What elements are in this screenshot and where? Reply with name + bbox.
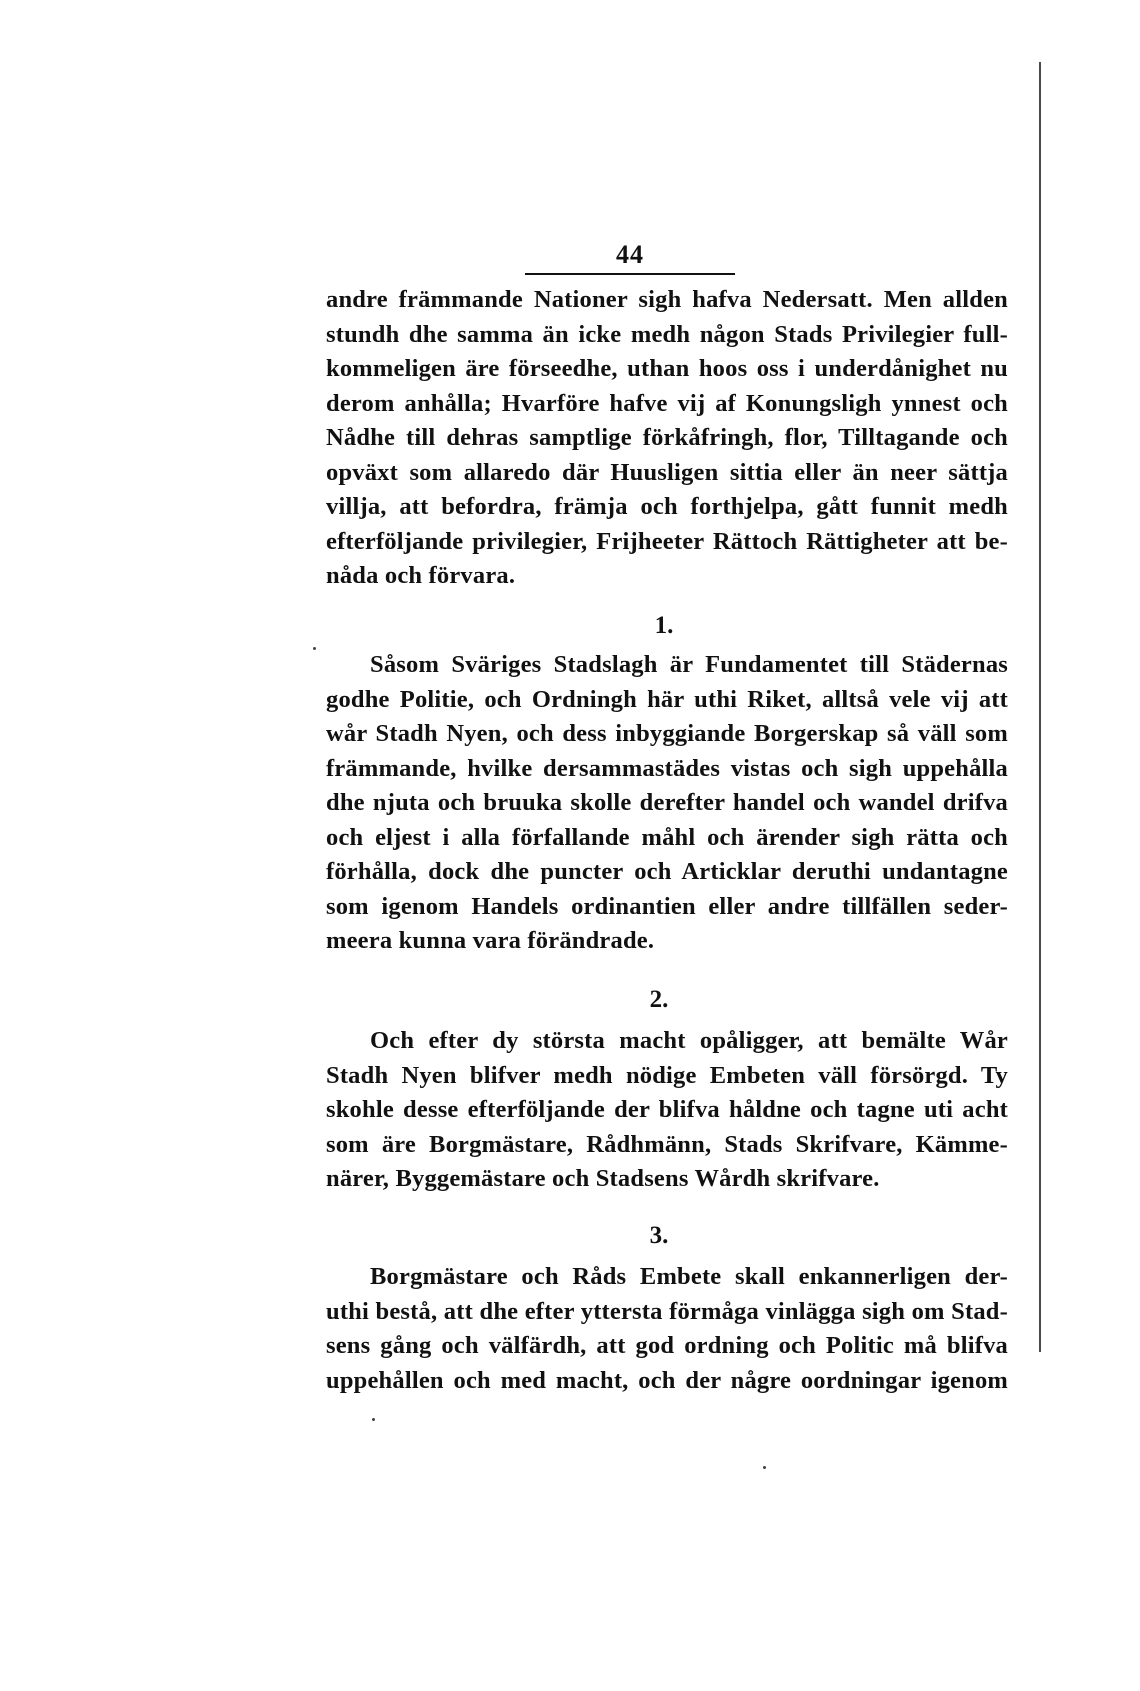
section-heading-2: 2. <box>649 986 669 1013</box>
text-line: kommeligen äre förseedhe, uthan hoos oss i underdånighet nu <box>326 355 1008 382</box>
text-line: dhe njuta och bruuka skolle derefter handel och wandel drifva <box>326 789 1008 816</box>
text-line: efterföljande privilegier, Frijheeter Rättoch Rättigheter att be- <box>326 527 1008 555</box>
text-line: Stadh Nyen blifver medh nödige Embeten väll försörgd. Ty <box>326 1061 1008 1089</box>
text-line: som igenom Handels ordinantien eller andre tillfällen seder- <box>326 892 1008 920</box>
text-line: skohle desse efterföljande der blifva håldne och tagne uti acht <box>326 1096 1008 1123</box>
text-line: uppehållen och med macht, och der någre oordningar igenom <box>326 1366 1008 1394</box>
section-heading-3: 3. <box>649 1222 669 1249</box>
text-line: nåda och förvara. <box>326 562 516 589</box>
page-number-underline <box>525 273 735 275</box>
section-2-paragraph <box>326 1024 1008 1197</box>
text-line: opväxt som allaredo där Huusligen sittia eller än neer sättja <box>326 458 1008 486</box>
page-number-header <box>525 240 735 270</box>
intro-paragraph <box>326 283 1008 594</box>
text-line: uthi bestå, att dhe efter yttersta förmåga vinlägga sigh om Stad- <box>326 1297 1008 1325</box>
page-number: 44 <box>616 240 644 269</box>
text-line: meera kunna vara förändrade. <box>326 927 655 954</box>
text-line: närer, Byggemästare och Stadsens Wårdh skrifvare. <box>326 1165 880 1192</box>
text-line: främmande, hvilke dersammastädes vistas och sigh uppehålla <box>326 754 1008 782</box>
text-line: stundh dhe samma än icke medh någon Stads Privilegier full- <box>326 320 1008 348</box>
text-line: Nådhe till dehras samptlige förkåfringh, flor, Tilltagande och <box>326 424 1008 451</box>
text-line: Borgmästare och Råds Embete skall enkannerligen der- <box>370 1263 1008 1290</box>
text-line: sens gång och välfärdh, att god ordning och Politic må blifva <box>326 1332 1008 1359</box>
text-line: förhålla, dock dhe puncter och Articklar deruthi undantagne <box>326 858 1008 885</box>
section-3-paragraph <box>326 1260 1008 1398</box>
scan-speck <box>763 1466 766 1469</box>
text-line: som äre Borgmästare, Rådhmänn, Stads Skrifvare, Kämme- <box>326 1130 1008 1158</box>
scan-speck <box>372 1418 375 1421</box>
text-line: wår Stadh Nyen, och dess inbyggiande Borgerskap så väll som <box>326 720 1008 747</box>
text-line: och eljest i alla förfallande måhl och ärender sigh rätta och <box>326 823 1008 851</box>
text-line: andre främmande Nationer sigh hafva Nedersatt. Men allden <box>326 286 1008 313</box>
text-line: Och efter dy största macht opåligger, att bemälte Wår <box>370 1027 1008 1054</box>
section-heading-1: 1. <box>654 612 674 639</box>
text-line: derom anhålla; Hvarföre hafve vij af Konungsligh ynnest och <box>326 389 1008 417</box>
scan-speck <box>313 647 316 650</box>
text-line: godhe Politie, och Ordningh här uthi Riket, alltså vele vij att <box>326 685 1008 713</box>
text-line: Såsom Sväriges Stadslagh är Fundamentet till Städernas <box>370 651 1008 678</box>
text-line: villja, att befordra, främja och forthjelpa, gått funnit medh <box>326 493 1008 520</box>
section-1-paragraph <box>326 648 1008 959</box>
page-edge-rule <box>1039 62 1041 1352</box>
